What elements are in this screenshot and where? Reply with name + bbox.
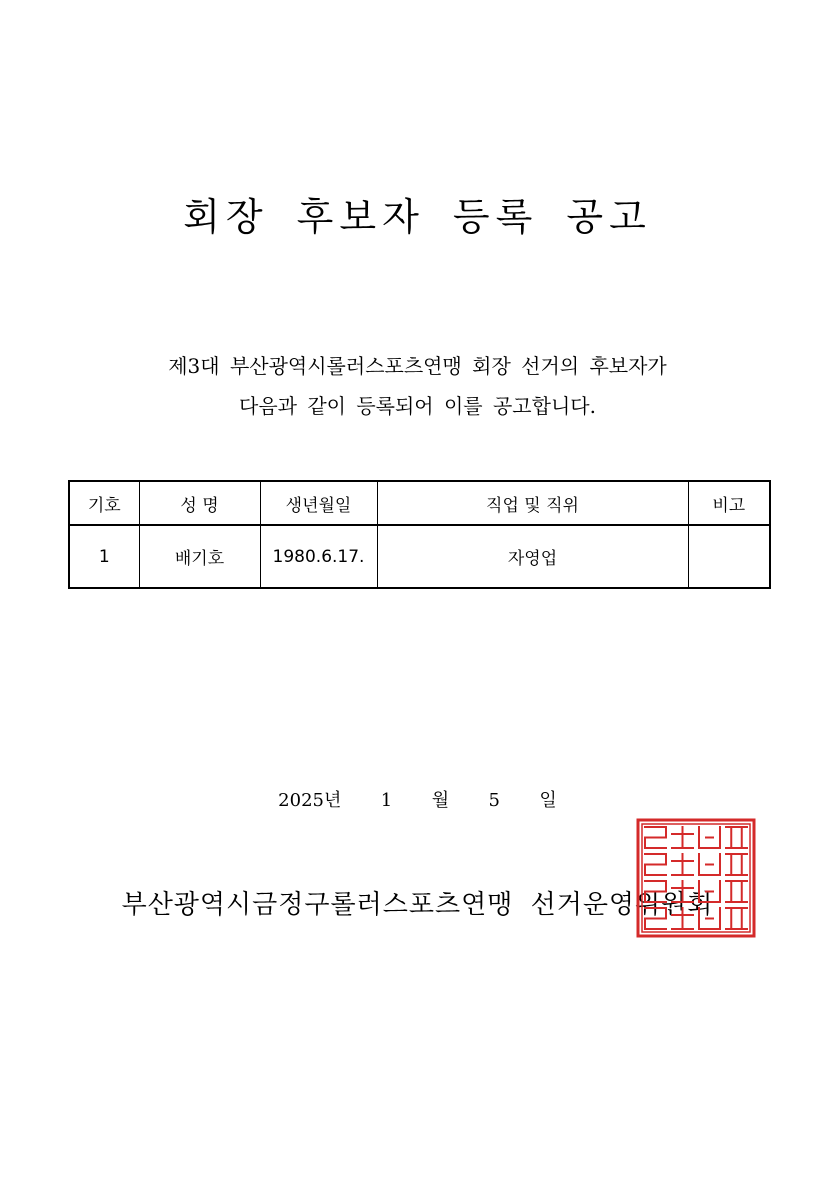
seal-glyph (726, 854, 747, 875)
intro-line-1: 제3대 부산광역시롤러스포츠연맹 회장 선거의 후보자가 (168, 354, 667, 378)
cell-birthdate: 1980.6.17. (260, 525, 377, 588)
seal-glyph (726, 908, 747, 929)
official-seal-icon (636, 818, 756, 938)
table-header-row (69, 481, 770, 525)
seal-glyph (699, 854, 720, 875)
seal-glyph (699, 908, 720, 929)
seal-glyph (699, 827, 720, 848)
header-number: 기호 (69, 481, 139, 525)
seal-glyph (672, 881, 693, 902)
header-name: 성 명 (139, 481, 260, 525)
organization-name: 부산광역시금정구롤러스포츠연맹 선거운영위원회 (121, 890, 714, 920)
seal-glyph (672, 827, 693, 848)
candidate-table (68, 480, 771, 589)
cell-occupation: 자영업 (377, 525, 688, 588)
table-row (69, 525, 770, 588)
header-remarks: 비고 (688, 481, 770, 525)
seal-glyph (645, 827, 666, 848)
cell-number: 1 (69, 525, 139, 588)
seal-glyph (645, 881, 666, 902)
seal-glyph (672, 908, 693, 929)
seal-glyph (672, 854, 693, 875)
header-birthdate: 생년월일 (260, 481, 377, 525)
intro-line-2: 다음과 같이 등록되어 이를 공고합니다. (239, 394, 596, 418)
seal-glyph (699, 881, 720, 902)
seal-glyph (726, 881, 747, 902)
seal-glyph (726, 827, 747, 848)
seal-glyph (645, 854, 666, 875)
announcement-intro (0, 346, 835, 426)
cell-remarks (688, 525, 770, 588)
announcement-title: 회장 후보자 등록 공고 (183, 195, 652, 239)
header-occupation: 직업 및 직위 (377, 481, 688, 525)
cell-name: 배기호 (139, 525, 260, 588)
announcement-date: 2025년 1 월 5 일 (278, 790, 557, 811)
seal-glyph (645, 908, 666, 929)
